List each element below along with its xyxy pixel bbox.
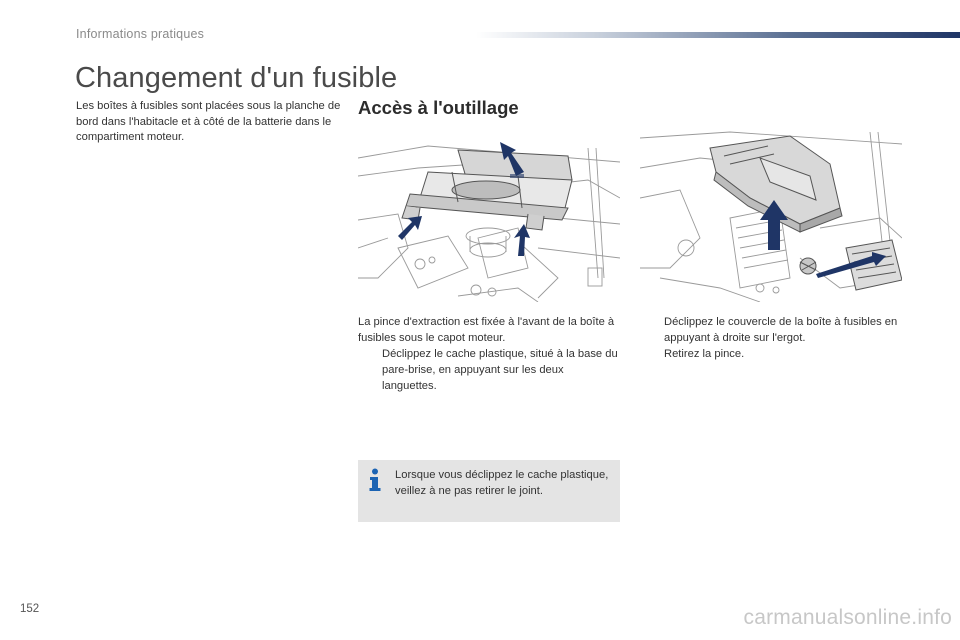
header-gradient-bar — [476, 32, 960, 38]
left-text-column — [358, 314, 620, 394]
left-bullet-text: Déclippez le cache plastique, situé à la base du pare-brise, en appuyant sur les deux languettes. — [382, 348, 618, 392]
left-bullet-item — [358, 346, 620, 394]
boite-fusibles-drawing — [640, 128, 902, 302]
right-text-column — [640, 314, 902, 362]
right-bullet-item — [640, 346, 902, 362]
illustration-cache-plastique — [358, 128, 620, 302]
cache-plastique-drawing — [358, 128, 620, 302]
illustration-boite-fusibles — [640, 128, 902, 302]
info-icon — [368, 468, 382, 492]
section-header: Informations pratiques — [76, 27, 205, 41]
intro-paragraph: Les boîtes à fusibles sont placées sous la planche de bord dans l'habitacle et à côté de la batterie dans le compartiment moteur. — [76, 100, 341, 144]
section-title: Accès à l'outillage — [358, 97, 519, 118]
info-note-box — [358, 460, 620, 522]
left-paragraph: La pince d'extraction est fixée à l'avant de la boîte à fusibles sous le capot moteur. — [358, 316, 615, 344]
right-bullet-text: Déclippez le couvercle de la boîte à fusibles en appuyant à droite sur l'ergot. — [664, 316, 898, 344]
page-number: 152 — [20, 603, 40, 615]
info-note-text: Lorsque vous déclippez le cache plastique, veillez à ne pas retirer le joint. — [395, 469, 609, 497]
right-bullet-text: Retirez la pince. — [664, 348, 745, 360]
watermark: carmanualsonline.info — [743, 606, 952, 629]
page-title: Changement d'un fusible — [75, 62, 398, 94]
right-bullet-item — [640, 314, 902, 346]
